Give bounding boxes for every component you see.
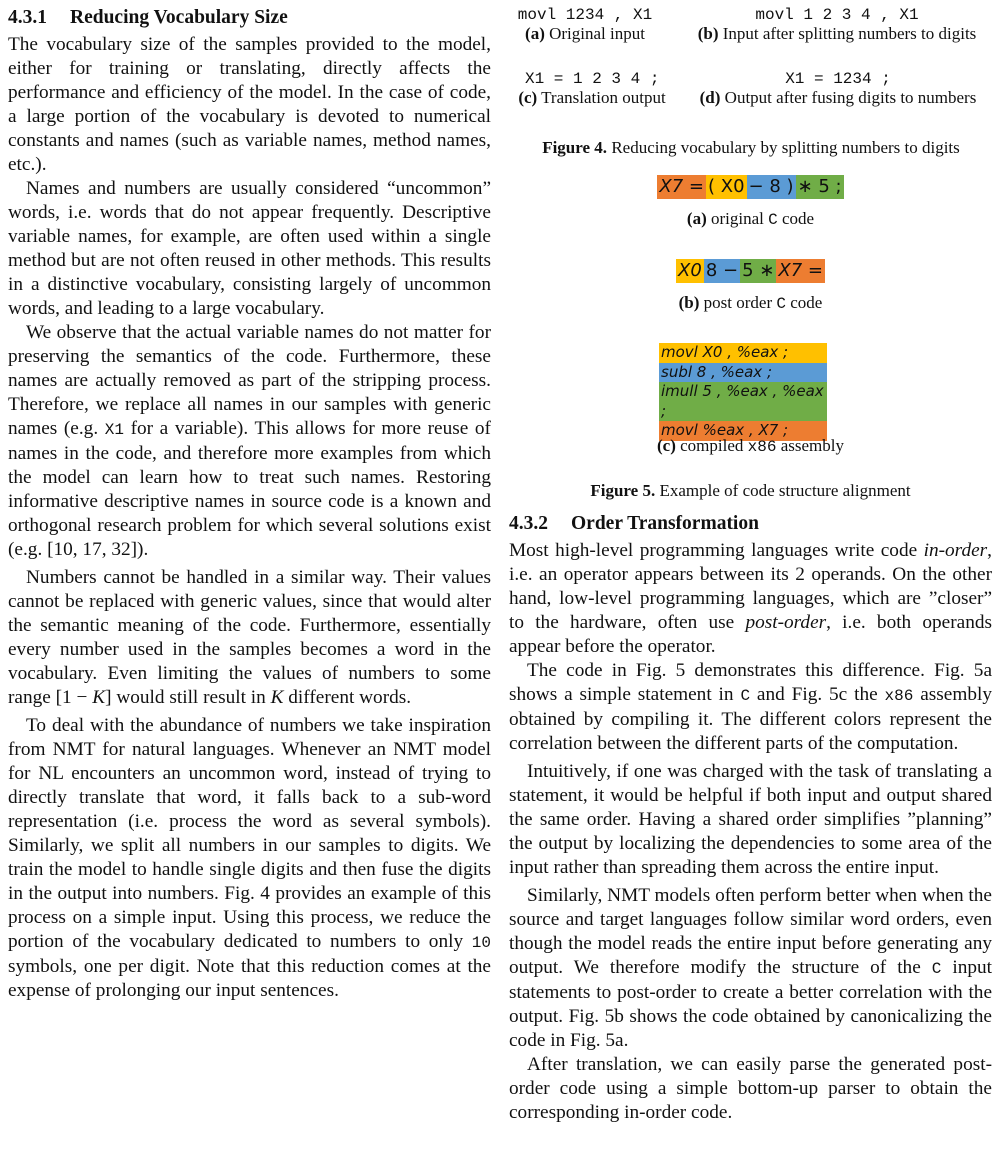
paragraph: [8, 566, 491, 710]
text-segment: Names and numbers are usually considered “uncommon” words, i.e. words that do not appear frequently. Descriptive variable names, for example, are often used within a single method but are not often reused in other methods. This results in a distinctive vocabulary, consisting largely of uncommon words, and leading to a large vocabulary.: [8, 178, 491, 319]
text-segment: K: [270, 687, 284, 708]
text-segment: After translation, we can easily parse the generated post-order code using a simple bottom-up parser to obtain the corresponding in-order code.: [509, 1054, 992, 1123]
text-segment: We observe that the actual variable names do not matter for preserving the semantics of the code. Furthermore, these names are actually removed as part of the stripping process. Therefore, we replace all names in our samples with generic names (e.g.: [8, 322, 491, 439]
text-segment: Similarly, NMT models often perform better when when the source and target languages follow similar word orders, even though the model reads the entire input before generating any output. We therefore modify the structure of the: [509, 885, 992, 978]
text-segment: in-order: [923, 540, 988, 561]
text-segment: C: [740, 687, 751, 705]
figure-5a: X7 = ( X0 − 8 ) ∗ 5 ; (a) original C code: [659, 176, 842, 229]
text-segment: , i.e. an operator appears between its 2 operands. On the other hand, low-level programming languages, which are ”closer” to the hardware, often use: [509, 540, 992, 633]
text-segment: Most high-level programming languages write code: [509, 540, 924, 561]
text-segment: for a variable). This allows for more reuse of names in the code, and therefore more examples from which the model can learn how to treat such names. Restoring informative descriptive names in source code is a known and orthogonal research problem for which several solutions exist (e.g. [10, 17, 32]).: [8, 418, 491, 560]
text-segment: C: [931, 960, 942, 978]
figure-4c: X1 = 1 2 3 4 ; (c) Translation output: [518, 70, 666, 107]
left-column: [8, 6, 491, 1003]
figure-5b: X0 8 − 5 ∗ X7 = (b) post order C code: [678, 260, 823, 313]
text-segment: input statements to post-order to create a better correlation with the output. Fig. 5b shows the code obtained by canonicalizing the code in Fig. 5a.: [509, 957, 992, 1051]
text-segment: X1: [104, 421, 124, 439]
post-order-code-colored: X0 8 − 5 ∗ X7 =: [678, 260, 823, 281]
text-segment: K: [92, 687, 106, 708]
text-segment: and Fig. 5c the: [750, 684, 885, 705]
paragraph: [8, 33, 491, 177]
figure-5-caption: Figure 5. Example of code structure alignment: [590, 481, 911, 500]
section-heading-4-3-2: 4.3.2 Order Transformation: [509, 513, 759, 534]
paragraph: [8, 714, 491, 1003]
paragraph: [509, 539, 992, 659]
text-segment: Intuitively, if one was charged with the task of translating a statement, it would be helpful if both input and output shared the same order. Having a shared order simplifies ”planning” the output by localizing the dependencies to some area of the input rather than spreading them across the entire input.: [509, 761, 992, 878]
assembly-colored: movl X0 , %eax ; subl 8 , %eax ; imull 5 , %eax , %eax ; movl %eax , X7 ;: [659, 343, 827, 441]
paragraph: [8, 177, 491, 321]
paragraph: [509, 884, 992, 1053]
figure-4d: X1 = 1234 ; (d) Output after fusing digits to numbers: [699, 70, 977, 107]
c-code-colored: X7 = ( X0 − 8 ) ∗ 5 ;: [659, 176, 842, 197]
text-segment: assembly obtained by compiling it. The different colors represent the correlation between the different parts of the computation.: [509, 684, 992, 754]
text-segment: The vocabulary size of the samples provided to the model, either for training or translating, directly affects the performance and efficiency of the model. In the case of code, a large portion of the vocabulary is devoted to numerical constants and names (such as variable names, method names, etc.).: [8, 34, 491, 175]
paragraph: [509, 1053, 992, 1125]
text-segment: post-order: [745, 612, 827, 633]
text-segment: The code in Fig. 5 demonstrates this difference. Fig. 5a shows a simple statement in: [509, 660, 992, 705]
paragraph: [509, 760, 992, 880]
paragraph: [8, 321, 491, 562]
text-segment: x86: [884, 687, 914, 705]
paragraph: [509, 659, 992, 756]
text-segment: 10: [471, 934, 491, 952]
figure-4a: movl 1234 , X1 (a) Original input: [517, 6, 653, 43]
text-segment: To deal with the abundance of numbers we take inspiration from NMT for natural languages. Whenever an NMT model for NL encounters an uncommon word, instead of trying to directly translate that word, it falls back to a sub-word representation (i.e. process the word as several symbols). Similarly, we split all numbers in our samples to digits. We train the model to handle single digits and then fuse the digits in the output into numbers. Fig. 4 provides an example of this process on a simple input. Using this process, we reduce the portion of the vocabulary dedicated to numbers to only: [8, 715, 491, 952]
figure-5c-caption: (c) compiled x86 assembly: [657, 436, 844, 456]
text-segment: , i.e. both operands appear before the operator.: [509, 612, 993, 657]
figure-4-caption: Figure 4. Reducing vocabulary by splitting numbers to digits: [542, 138, 960, 157]
right-column: [509, 512, 992, 1125]
text-segment: symbols, one per digit. Note that this reduction comes at the expense of prolonging our input sentences.: [8, 956, 491, 1001]
text-segment: ] would still result in: [105, 687, 271, 708]
figure-4b: movl 1 2 3 4 , X1 (b) Input after splitting numbers to digits: [697, 6, 977, 43]
text-segment: different words.: [283, 687, 412, 708]
text-segment: Numbers cannot be handled in a similar way. Their values cannot be replaced with generic values, since that would alter the semantic meaning of the code. Furthermore, essentially every number used in the samples becomes a word in the vocabulary. Even limiting the values of numbers to some range [1 −: [8, 567, 491, 708]
section-heading-4-3-1: 4.3.1 Reducing Vocabulary Size: [8, 7, 288, 28]
